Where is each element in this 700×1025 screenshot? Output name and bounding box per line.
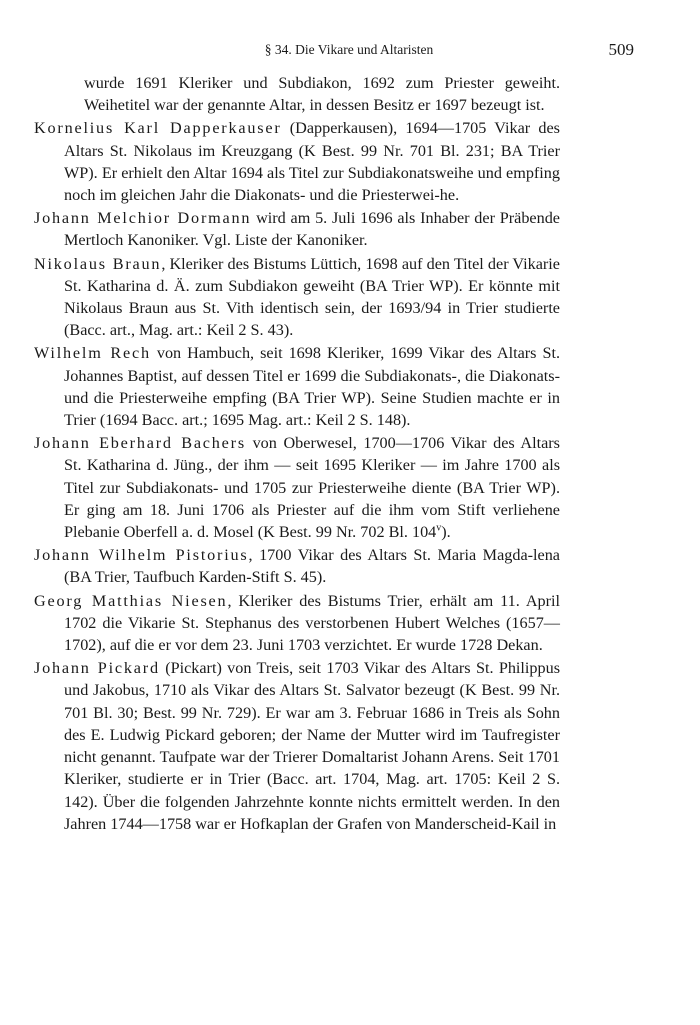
entry-niesen <box>34 590 560 657</box>
entry-name: Johann Melchior Dormann <box>34 209 252 228</box>
entry-dapperkauser <box>34 117 560 206</box>
entry-name: Kornelius Karl Dapperkauser <box>34 119 282 138</box>
entry-text: , Kleriker des Bistums Lüttich, 1698 auf den Titel der Vikarie St. Katharina d. Ä. zum Subdiakon geweiht (BA Trier WP). Er könnte mit Nikolaus Braun aus St. Vith identisch sein, der 1693/94 in Trier studierte (Bacc. art., Mag. art.: Keil 2 S. 43). <box>64 254 560 340</box>
entry-continuation <box>34 72 560 116</box>
entry-text: , 1700 Vikar des Altars St. Maria Magda-lena (BA Trier, Taufbuch Karden-Stift S. 45). <box>64 546 560 587</box>
entry-name: Johann Pickard <box>34 659 160 678</box>
entry-name: Johann Eberhard Bachers <box>34 434 246 453</box>
running-head: § 34. Die Vikare und Altaristen <box>264 42 434 57</box>
entry-text: (Dapperkausen), 1694—1705 Vikar des Altars St. Nikolaus im Kreuzgang (K Best. 99 Nr. 701 Bl. 231; BA Trier WP). Er erhielt den Altar 1694 als Titel zur Subdiakonatsweihe und empfing noch im gleichen Jahr die Diakonats- und die Priesterwei-he. <box>64 119 560 205</box>
entry-text: wurde 1691 Kleriker und Subdiakon, 1692 zum Priester geweiht. Weihetitel war der genannte Altar, in dessen Besitz er 1697 bezeugt ist. <box>84 74 560 115</box>
entry-dormann <box>34 207 560 251</box>
entry-text: von Hambuch, seit 1698 Kleriker, 1699 Vikar des Altars St. Johannes Baptist, auf dessen Titel er 1699 die Subdiakonats-, die Diakonats- und die Priesterweihe empfing (BA Trier WP). Seine Studien machte er in Trier (1694 Bacc. art.; 1695 Mag. art.: Keil 2 S. 148). <box>64 344 561 430</box>
entry-text: wird am 5. Juli 1696 als Inhaber der Präbende Mertloch Kanoniker. Vgl. Liste der Kanoniker. <box>64 209 560 250</box>
entry-text: von Oberwesel, 1700—1706 Vikar des Altars St. Katharina d. Jüng., der ihm — seit 1695 Kleriker — im Jahre 1700 als Titel zur Subdiakonats- und 1705 zur Priesterweihe diente (BA Trier WP). Er ging am 18. Juni 1706 als Priester auf die ihm vom Stift verliehene Plebanie Oberfell a. d. Mosel (K Best. 99 Nr. 702 Bl. 104 <box>64 434 560 542</box>
page-number: 509 <box>608 40 634 59</box>
body-text <box>34 72 560 836</box>
page-header <box>62 40 636 60</box>
entry-text: (Pickart) von Treis, seit 1703 Vikar des Altars St. Philippus und Jakobus, 1710 als Vikar des Altars St. Salvator bezeugt (K Best. 99 Nr. 701 Bl. 30; Best. 99 Nr. 729). Er war am 3. Februar 1686 in Treis als Sohn des E. Ludwig Pickard geboren; der Name der Mutter wird im Taufregister nicht genannt. Taufpate war der Trierer Domaltarist Johann Arens. Seit 1701 Kleriker, studierte er in Trier (Bacc. art. 1704, Mag. art. 1705: Keil 2 S. 142). Über die folgenden Jahrzehnte konnte nichts ermittelt werden. In den Jahren 1744—1758 war er Hofkaplan der Grafen von Manderscheid-Kail in <box>64 659 561 833</box>
entry-text-after: ). <box>441 523 451 542</box>
entry-bachers <box>34 432 560 543</box>
entry-pickard <box>34 657 560 835</box>
entry-name: Georg Matthias Niesen <box>34 591 228 610</box>
entry-pistorius <box>34 544 560 588</box>
entry-name: Nikolaus Braun <box>34 254 162 273</box>
entry-rech <box>34 342 560 431</box>
entry-superscript: v <box>436 522 442 534</box>
entry-text: , Kleriker des Bistums Trier, erhält am 11. April 1702 die Vikarie St. Stephanus des verstorbenen Hubert Welches (1657—1702), auf die er vor dem 23. Juni 1703 verzichtet. Er wurde 1728 Dekan. <box>64 591 560 655</box>
entry-braun <box>34 253 560 342</box>
entry-name: Johann Wilhelm Pistorius <box>34 546 249 565</box>
entry-name: Wilhelm Rech <box>34 344 151 363</box>
